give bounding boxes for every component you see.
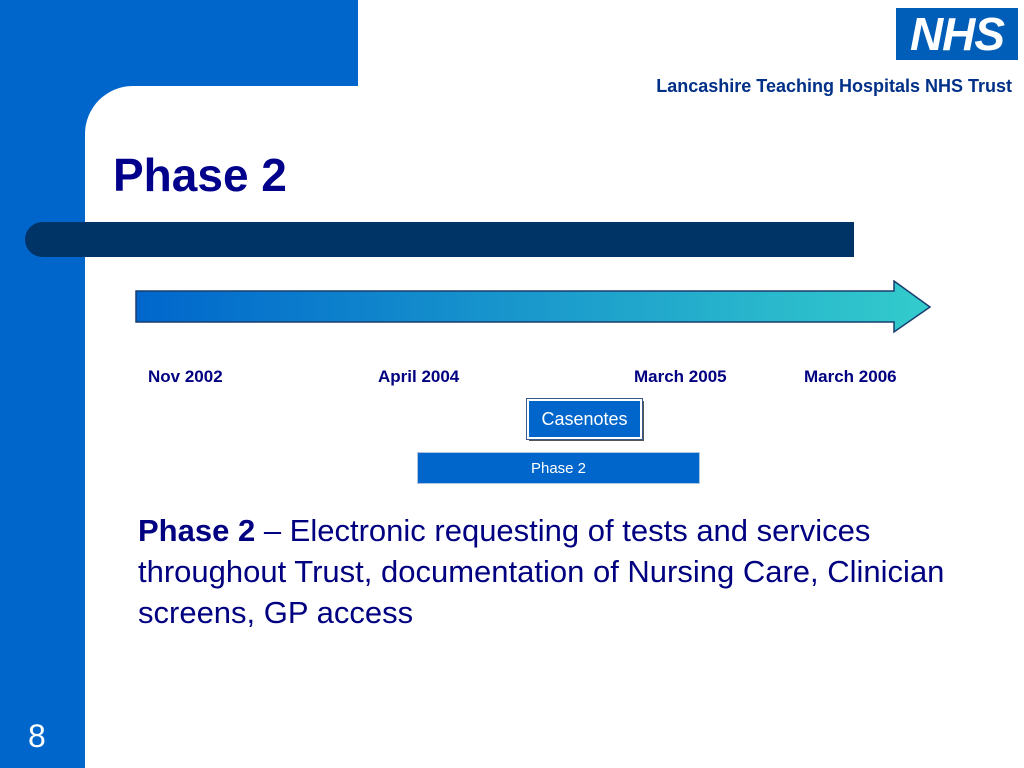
timeline-arrow-icon — [134, 280, 934, 334]
left-band — [0, 0, 85, 768]
title-underline-bar — [25, 222, 854, 257]
page-number: 8 — [28, 718, 46, 754]
nhs-logo: NHS — [896, 8, 1018, 60]
timeline-date-label: April 2004 — [378, 367, 460, 386]
timeline-date-label: Nov 2002 — [148, 367, 223, 386]
phase-2-bar: Phase 2 — [417, 452, 700, 484]
top-band — [0, 0, 358, 86]
page-title: Phase 2 — [113, 149, 287, 201]
phase-description — [138, 510, 968, 633]
description-text: – Electronic requesting of tests and services throughout Trust, documentation of Nursing Care, Clinician screens, GP access — [138, 513, 945, 630]
description-lead: Phase 2 — [138, 513, 256, 548]
timeline-date-label: March 2006 — [804, 367, 897, 386]
casenotes-box: Casenotes — [527, 399, 642, 439]
organisation-name: Lancashire Teaching Hospitals NHS Trust — [656, 76, 1012, 96]
timeline-date-label: March 2005 — [634, 367, 727, 386]
